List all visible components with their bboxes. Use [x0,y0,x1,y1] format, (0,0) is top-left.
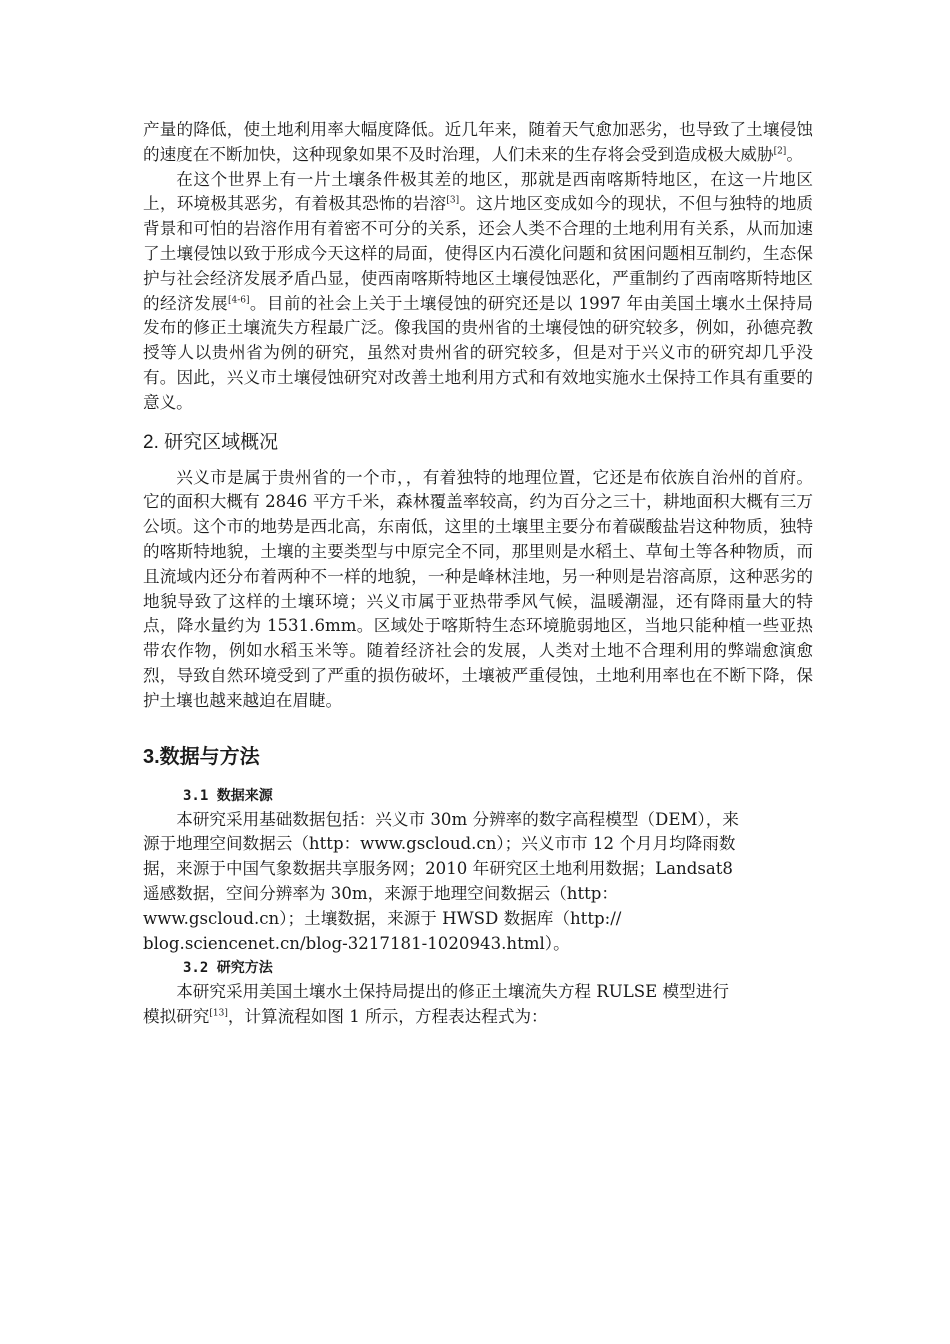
paragraph-text: 。 [786,144,803,164]
paragraph-text: 在这个世界上有一片土壤条件极其差的地区，那就是西南喀斯特地区，在这一片地区上，环境极其恶劣，有着极其恐怖的岩溶 [143,169,813,214]
paragraph-methods [143,980,813,1030]
citation: [3] [446,195,460,206]
section-heading-study-area: 2. 研究区域概况 [143,431,279,453]
text-line: 遥感数据，空间分辨率为 30m，来源于地理空间数据云（http： [143,883,619,903]
citation: [2] [773,146,787,157]
text-line: www.gscloud.cn）；土壤数据，来源于 HWSD 数据库（http:// [143,908,622,928]
paragraph-karst [143,168,813,416]
paragraph-data-source [143,808,813,957]
text-line: 据，来源于中国气象数据共享服务网；2010 年研究区土地利用数据；Landsat8 [143,859,733,879]
text-line: 源于地理空间数据云（http：www.gscloud.cn）；兴义市市 12 个月月均降雨数 [143,834,736,854]
paragraph-intro-end [143,118,813,168]
paragraph-text: 。目前的社会上关于土壤侵蚀的研究还是以 1997 年由美国土壤水土保持局发布的修正土壤流失方程最广泛。像我国的贵州省的土壤侵蚀的研究较多，例如，孙德亮教授等人以贵州省为例的研究，虽然对贵州省的研究较多，但是对于兴义市的研究却几乎没有。因此，兴义市土壤侵蚀研究对改善土地利用方式和有效地实施水土保持工作具有重要的意义。 [143,293,814,412]
citation: [4-6] [228,295,250,306]
document-body [143,118,813,1030]
subsection-heading-methods: 3.2 研究方法 [183,960,273,977]
citation: [13] [209,1008,228,1019]
subsection-heading-data-source: 3.1 数据来源 [183,787,273,804]
paragraph-study-area: 兴义市是属于贵州省的一个市，，有着独特的地理位置，它还是布依族自治州的首府。它的面积大概有 2846 平方千米，森林覆盖率较高，约为百分之三十，耕地面积大概有三万公顷。这个市的地势是西北高，东南低，这里的土壤里主要分布着碳酸盐岩这种物质，独特的喀斯特地貌，土壤的主要类型与中原完全不同，那里则是水稻土、草甸土等各种物质，而且流域内还分布着两种不一样的地貌，一种是峰林洼地，另一种则是岩溶高原，这种恶劣的地貌导致了这样的土壤环境；兴义市属于亚热带季风气候，温暖潮湿，还有降雨量大的特点，降水量约为 1531.6mm。区域处于喀斯特生态环境脆弱地区，当地只能种植一些亚热带农作物，例如水稻玉米等。随着经济社会的发展，人类对土地不合理利用的弊端愈演愈烈，导致自然环境受到了严重的损伤破坏，土壤被严重侵蚀，土地利用率也在不断下降，保护土壤也越来越迫在眉睫。 [143,467,813,710]
section-heading-data-methods: 3.数据与方法 [143,745,260,768]
paragraph-text: 模拟研究 [143,1007,210,1027]
paragraph-text: ，计算流程如图 1 所示，方程表达程式为： [227,1007,548,1027]
text-line: blog.sciencenet.cn/blog-3217181-1020943.html）。 [143,933,570,953]
text-line: 本研究采用基础数据包括：兴义市 30m 分辨率的数字高程模型（DEM），来 [176,809,739,829]
paragraph-text: 产量的降低，使土地利用率大幅度降低。近几年来，随着天气愈加恶劣，也导致了土壤侵蚀的速度在不断加快，这种现象如果不及时治理，人们未来的生存将会受到造成极大威胁 [143,120,813,164]
text-line [143,1005,813,1030]
text-line: 本研究采用美国土壤水土保持局提出的修正土壤流失方程 RULSE 模型进行 [176,982,729,1002]
paragraph-text: 。这片地区变成如今的现状，不但与独特的地质背景和可怕的岩溶作用有着密不可分的关系，还会人类不合理的土地利用有关系，从而加速了土壤侵蚀以致于形成今天这样的局面，使得区内石漠化问题和贫困问题相互制约，生态保护与社会经济发展矛盾凸显，使西南喀斯特地区土壤侵蚀恶化，严重制约了西南喀斯特地区的经济发展 [143,194,814,313]
